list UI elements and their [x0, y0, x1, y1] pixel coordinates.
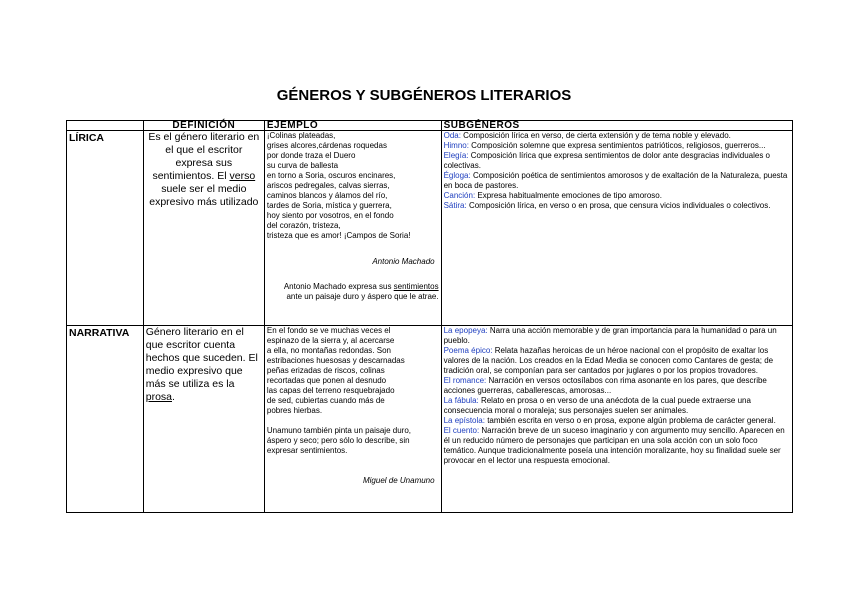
genre-name-narrativa: NARRATIVA	[67, 326, 144, 513]
subgenre-item	[444, 131, 790, 141]
subgenre-term: La fábula:	[443, 396, 479, 405]
genres-table	[66, 120, 793, 513]
subgenre-item	[444, 426, 790, 466]
note-underlined: sentimientos	[393, 282, 439, 291]
subgenre-term: La epopeya:	[443, 326, 488, 335]
note-text: Antonio Machado expresa sus	[283, 282, 394, 291]
subgenre-term: Elegía:	[443, 151, 469, 160]
header-genre	[67, 121, 144, 131]
genre-name-lirica: LÍRICA	[67, 131, 144, 326]
definition-narrativa	[143, 326, 264, 513]
prose-line: peñas erizadas de riscos, colinas	[266, 366, 385, 375]
subgenre-item	[444, 326, 790, 346]
subgenre-text: Relato en prosa o en verso de una anécdota de la cual puede extraerse una consecuencia moral o moraleja; sus personajes suelen ser animales.	[443, 396, 751, 415]
poem-line: tardes de Soria, mística y guerrera,	[266, 201, 392, 210]
table-row-lirica	[67, 131, 793, 326]
subgenre-term: Canción:	[443, 191, 476, 200]
subgenre-item	[444, 191, 790, 201]
definition-text: Género literario en el que escritor cuenta hechos que suceden. El medio expresivo que más se utiliza es la	[145, 326, 258, 390]
definition-underlined: prosa	[145, 391, 172, 403]
subgenres-lirica	[441, 131, 792, 326]
note-text: ante un paisaje duro y áspero que le atrae.	[286, 292, 439, 301]
poem-line: su curva de ballesta	[266, 161, 339, 170]
table-header-row	[67, 121, 793, 131]
subgenre-text: Relata hazañas heroicas de un héroe nacional con el propósito de exaltar los valores de la nación. Los creados en la Edad Media se conocen como Cantares de gesta; de tradición oral, se componían para ser cantados por juglares o por los propios trovadores.	[443, 346, 774, 375]
subgenre-term: Poema épico:	[443, 346, 493, 355]
example-note	[267, 282, 439, 302]
prose-line: pobres hierbas.	[266, 406, 323, 415]
example-author: Antonio Machado	[372, 257, 435, 266]
subgenre-text: Composición solemne que expresa sentimientos patrióticos, religiosos, guerreros...	[468, 141, 766, 150]
poem-line: grises alcores,cárdenas roquedas	[266, 141, 387, 150]
definition-lirica	[143, 131, 264, 326]
prose-line: estribaciones huesosas y descarnadas	[266, 356, 405, 365]
subgenre-item	[444, 171, 790, 191]
poem-line: del corazón, tristeza,	[266, 221, 341, 230]
prose-line: espinazo de la sierra y, al acercarse	[266, 336, 395, 345]
subgenre-text: Narración breve de un suceso imaginario y con argumento muy sencillo. Aparecen en él un reducido número de personajes que participan en una sola acción con un solo foco temático. Aunque tradicionalmente poseía una intención moralizante, hoy su finalidad suele ser provocar en el lector una respuesta emocional.	[443, 426, 785, 465]
subgenre-text: también escrita en verso o en prosa, expone algún problema de carácter general.	[484, 416, 776, 425]
definition-text: suele ser el medio expresivo más utilizado	[149, 183, 259, 208]
poem-line: por donde traza el Duero	[266, 151, 356, 160]
header-subgenres: SUBGÉNEROS	[441, 121, 792, 131]
poem-lines	[267, 131, 439, 241]
prose-lines	[267, 326, 439, 416]
prose-line: recortadas que ponen al desnudo	[266, 376, 387, 385]
subgenre-text: Composición poética de sentimientos amorosos y de exaltación de la Naturaleza, puesta en boca de pastores.	[443, 171, 788, 190]
subgenre-text: Composición lírica en verso, de cierta extensión y de tema noble y elevado.	[460, 131, 731, 140]
poem-line: tristeza que es amor! ¡Campos de Soria!	[266, 231, 411, 240]
definition-underlined: verso	[229, 170, 256, 182]
poem-line: en torno a Soria, oscuros encinares,	[266, 171, 396, 180]
example-note: Unamuno también pinta un paisaje duro, áspero y seco; pero sólo lo describe, sin expresar sentimientos.	[266, 426, 411, 455]
poem-line: hoy siento por vosotros, en el fondo	[266, 211, 394, 220]
subgenre-term: Égloga:	[443, 171, 471, 180]
header-example: EJEMPLO	[264, 121, 441, 131]
header-definition: DEFINICIÓN	[143, 121, 264, 131]
subgenre-item	[444, 201, 790, 211]
example-narrativa	[264, 326, 441, 513]
poem-line: ariscos pedregales, calvas sierras,	[266, 181, 390, 190]
subgenre-item	[444, 376, 790, 396]
prose-line: de sed, cubiertas cuando más de	[266, 396, 385, 405]
poem-line: caminos blancos y álamos del río,	[266, 191, 388, 200]
subgenre-text: Narración en versos octosílabos con rima asonante en los pares, que describe acciones guerreras, caballerescas, amorosas...	[443, 376, 767, 395]
subgenre-item	[444, 346, 790, 376]
subgenre-term: El cuento:	[443, 426, 480, 435]
page-title: GÉNEROS Y SUBGÉNEROS LITERARIOS	[276, 87, 572, 104]
prose-line: En el fondo se ve muchas veces el	[266, 326, 391, 335]
prose-line: a ella, no montañas redondas. Son	[266, 346, 391, 355]
table-row-narrativa	[67, 326, 793, 513]
example-lirica	[264, 131, 441, 326]
subgenre-item	[444, 141, 790, 151]
subgenre-item	[444, 416, 790, 426]
example-author: Miguel de Unamuno	[362, 476, 435, 485]
subgenre-term: La epístola:	[443, 416, 485, 425]
prose-line: las capas del terreno resquebrajado	[266, 386, 395, 395]
subgenre-term: Himno:	[443, 141, 469, 150]
definition-text: .	[172, 391, 175, 403]
poem-line: ¡Colinas plateadas,	[266, 131, 336, 140]
subgenre-item	[444, 151, 790, 171]
subgenre-item	[444, 396, 790, 416]
subgenre-term: Sátira:	[443, 201, 467, 210]
subgenres-narrativa	[441, 326, 792, 513]
subgenre-text: Expresa habitualmente emociones de tipo amoroso.	[475, 191, 662, 200]
subgenre-term: El romance:	[443, 376, 487, 385]
subgenre-text: Composición lírica que expresa sentimientos de dolor ante desgracias individuales o colectivas.	[443, 151, 770, 170]
definition-text: Es el género literario en el que el escritor expresa sus sentimientos. El	[148, 131, 260, 182]
subgenre-text: Narra una acción memorable y de gran importancia para la humanidad o para un pueblo.	[443, 326, 777, 345]
subgenre-term: Oda:	[443, 131, 461, 140]
subgenre-text: Composición lírica, en verso o en prosa, que censura vicios individuales o colectivos.	[466, 201, 771, 210]
